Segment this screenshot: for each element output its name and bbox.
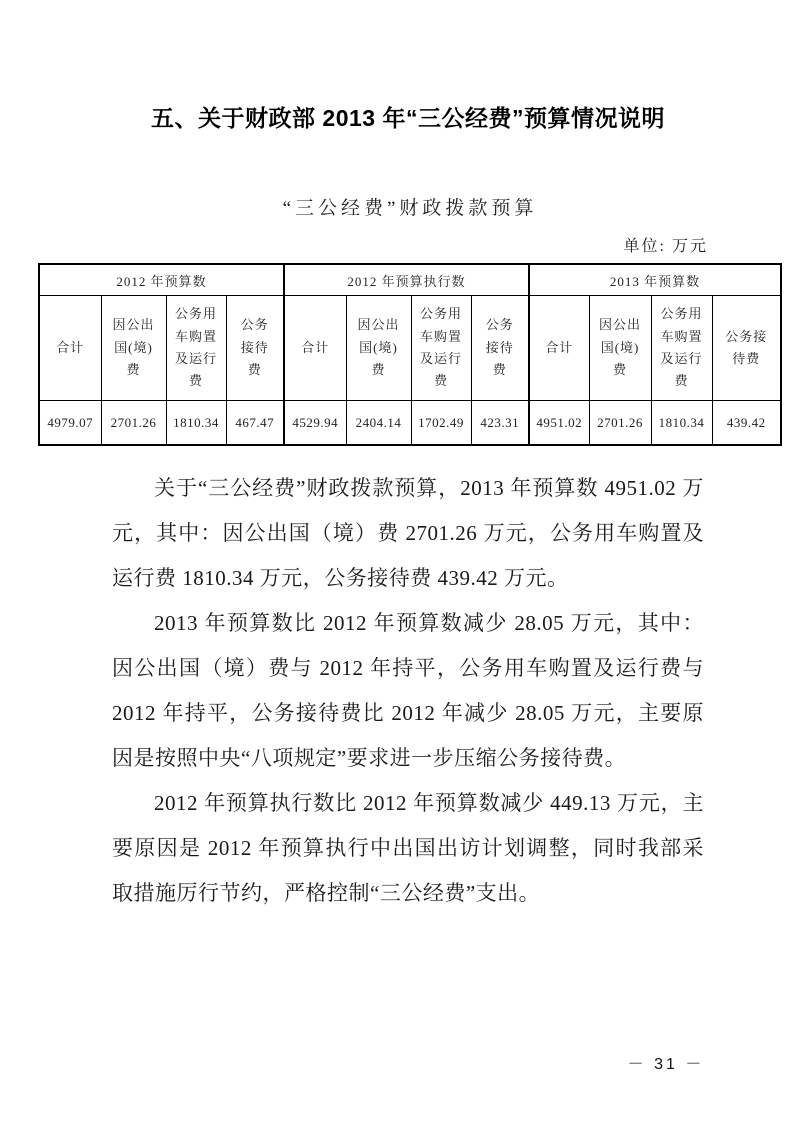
data-cell-2012-budget-reception: 467.47	[226, 401, 284, 446]
column-header-vehicle: 公务用车购置及运行费	[651, 296, 712, 401]
data-cell-2012-executed-total: 4529.94	[284, 401, 346, 446]
column-header-reception: 公务接待费	[471, 296, 529, 401]
data-cell-2012-executed-vehicle: 1702.49	[411, 401, 471, 446]
data-cell-2013-budget-vehicle: 1810.34	[651, 401, 712, 446]
group-header-2012-budget: 2012 年预算数	[39, 264, 284, 296]
group-header-2012-executed: 2012 年预算执行数	[284, 264, 529, 296]
data-cell-2013-budget-reception: 439.42	[712, 401, 781, 446]
column-header-total: 合计	[39, 296, 101, 401]
data-cell-2012-budget-abroad: 2701.26	[101, 401, 166, 446]
unit-label: 单位: 万元	[623, 238, 708, 255]
budget-table	[38, 263, 782, 446]
data-cell-2012-budget-vehicle: 1810.34	[166, 401, 226, 446]
column-header-abroad: 因公出国(境)费	[101, 296, 166, 401]
data-cell-2013-budget-abroad: 2701.26	[589, 401, 651, 446]
table-group-header-row	[39, 264, 781, 296]
column-header-total: 合计	[529, 296, 589, 401]
column-header-reception: 公务接待费	[226, 296, 284, 401]
page-title: 五、关于财政部 2013 年“三公经费”预算情况说明	[151, 105, 665, 131]
body-text	[112, 466, 704, 916]
column-header-reception: 公务接待费	[712, 296, 781, 401]
paragraph-budget-2013: 关于“三公经费”财政拨款预算，2013 年预算数 4951.02 万元，其中：因公出国（境）费 2701.26 万元，公务用车购置及运行费 1810.34 万元，公务接待费 439.42 万元。	[112, 476, 704, 590]
column-header-vehicle: 公务用车购置及运行费	[411, 296, 471, 401]
table-column-header-row	[39, 296, 781, 401]
data-cell-2012-executed-reception: 423.31	[471, 401, 529, 446]
paragraph-comparison-2013-vs-2012: 2013 年预算数比 2012 年预算数减少 28.05 万元，其中：因公出国（境）费与 2012 年持平，公务用车购置及运行费与 2012 年持平，公务接待费比 2012 年减少 28.05 万元，主要原因是按照中央“八项规定”要求进一步压缩公务接待费。	[112, 611, 704, 770]
column-header-abroad: 因公出国(境)费	[589, 296, 651, 401]
column-header-vehicle: 公务用车购置及运行费	[166, 296, 226, 401]
data-cell-2012-executed-abroad: 2404.14	[346, 401, 411, 446]
table-data-row	[39, 401, 781, 446]
table-caption: “三公经费”财政拨款预算	[282, 198, 538, 219]
page-number: － 31 －	[627, 1056, 705, 1073]
data-cell-2012-budget-total: 4979.07	[39, 401, 101, 446]
paragraph-execution-2012: 2012 年预算执行数比 2012 年预算数减少 449.13 万元，主要原因是 2012 年预算执行中出国出访计划调整，同时我部采取措施厉行节约，严格控制“三公经费”支出。	[112, 791, 704, 905]
data-cell-2013-budget-total: 4951.02	[529, 401, 589, 446]
column-header-total: 合计	[284, 296, 346, 401]
column-header-abroad: 因公出国(境)费	[346, 296, 411, 401]
group-header-2013-budget: 2013 年预算数	[529, 264, 781, 296]
